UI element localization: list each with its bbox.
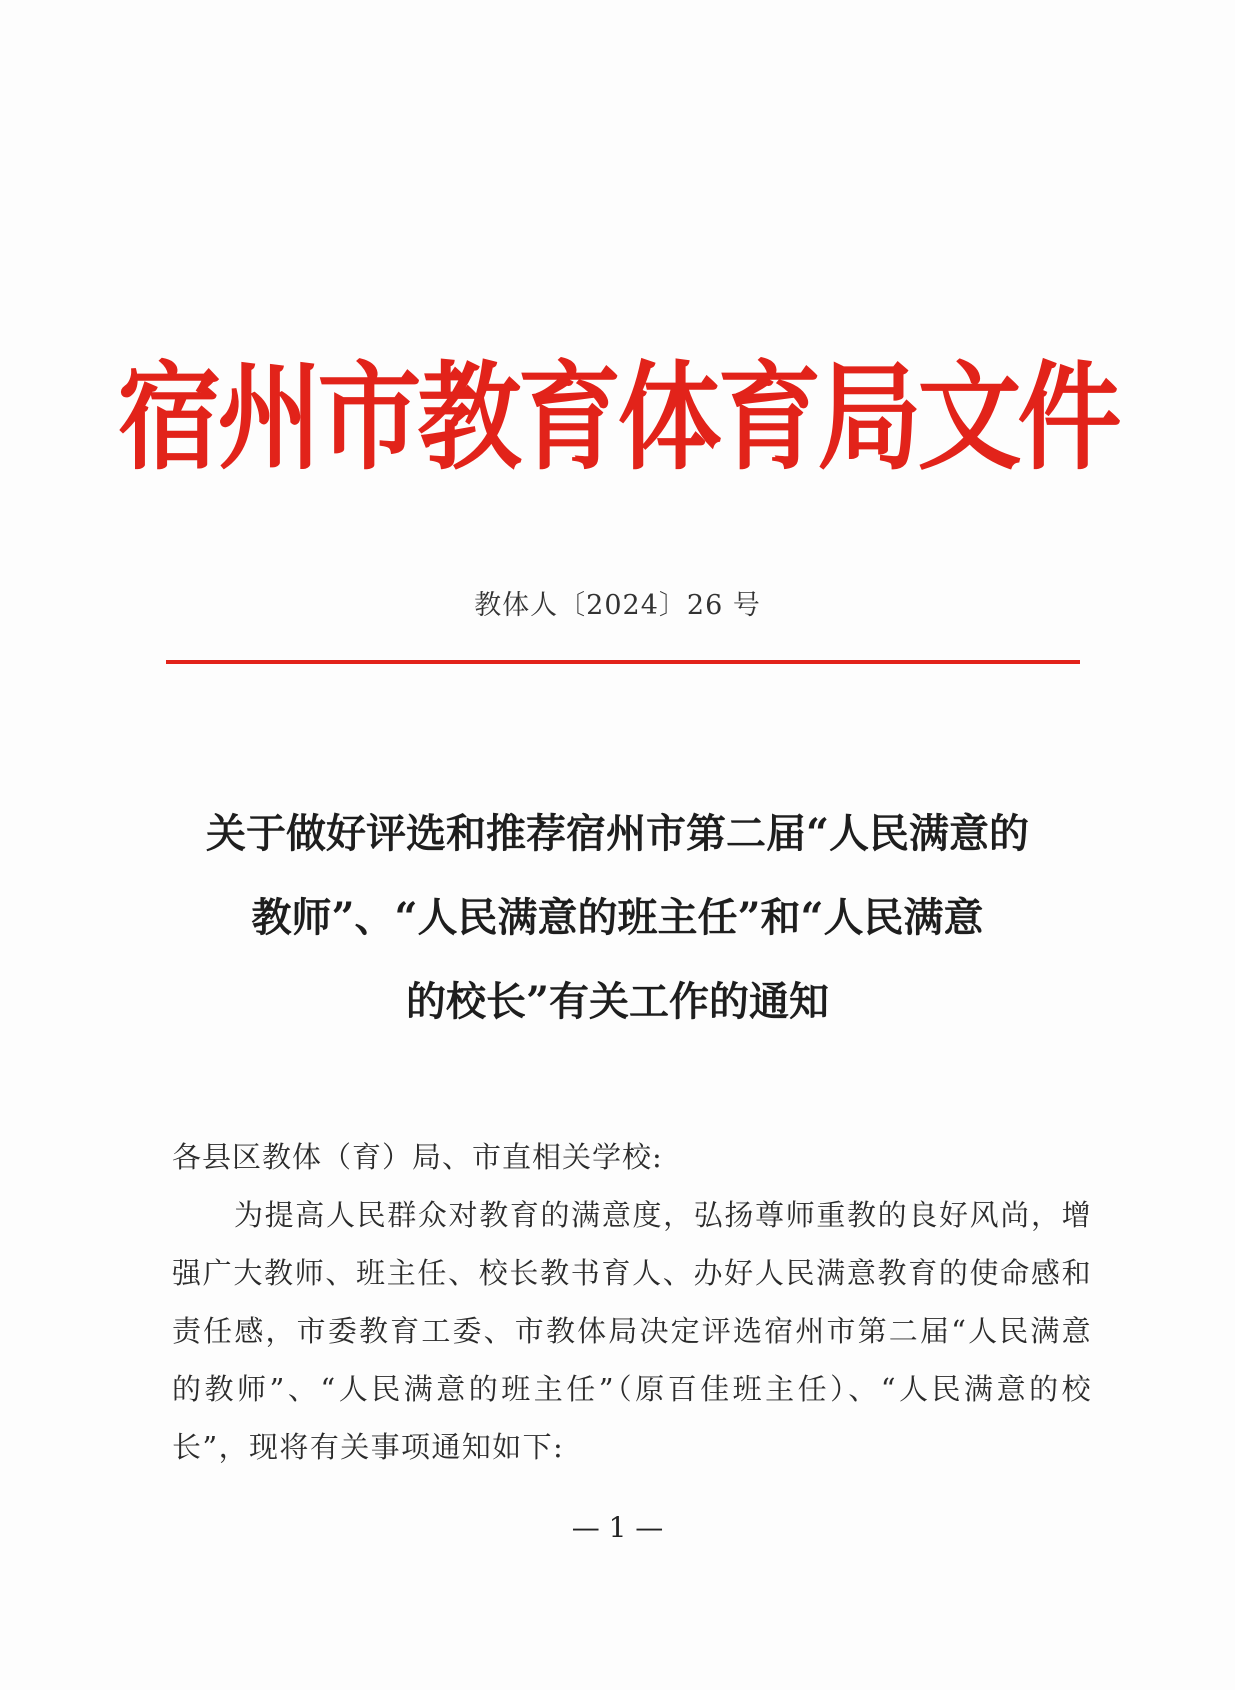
red-divider-line (166, 660, 1080, 664)
body-paragraph: 为提高人民群众对教育的满意度，弘扬尊师重教的良好风尚，增强广大教师、班主任、校长教书育人、办好人民满意教育的使命感和责任感，市委教育工委、市教体局决定评选宿州市第二届“人民满意的教师”、“人民满意的班主任”（原百佳班主任）、“人民满意的校长”，现将有关事项通知如下: (172, 1198, 1092, 1464)
notice-title (150, 792, 1085, 1044)
notice-title-line-1: 关于做好评选和推荐宿州市第二届“人民满意的 (205, 810, 1029, 857)
document-number: 教体人〔2024〕26 号 (474, 590, 761, 621)
salutation: 各县区教体（育）局、市直相关学校: (172, 1140, 663, 1174)
page-number: — 1 — (571, 1511, 664, 1544)
notice-body (172, 1128, 1092, 1476)
notice-title-line-3: 的校长”有关工作的通知 (405, 978, 829, 1025)
document-header-title: 宿州市教育体育局文件 (117, 348, 1118, 487)
notice-title-line-2: 教师”、“人民满意的班主任”和“人民满意 (251, 894, 984, 941)
